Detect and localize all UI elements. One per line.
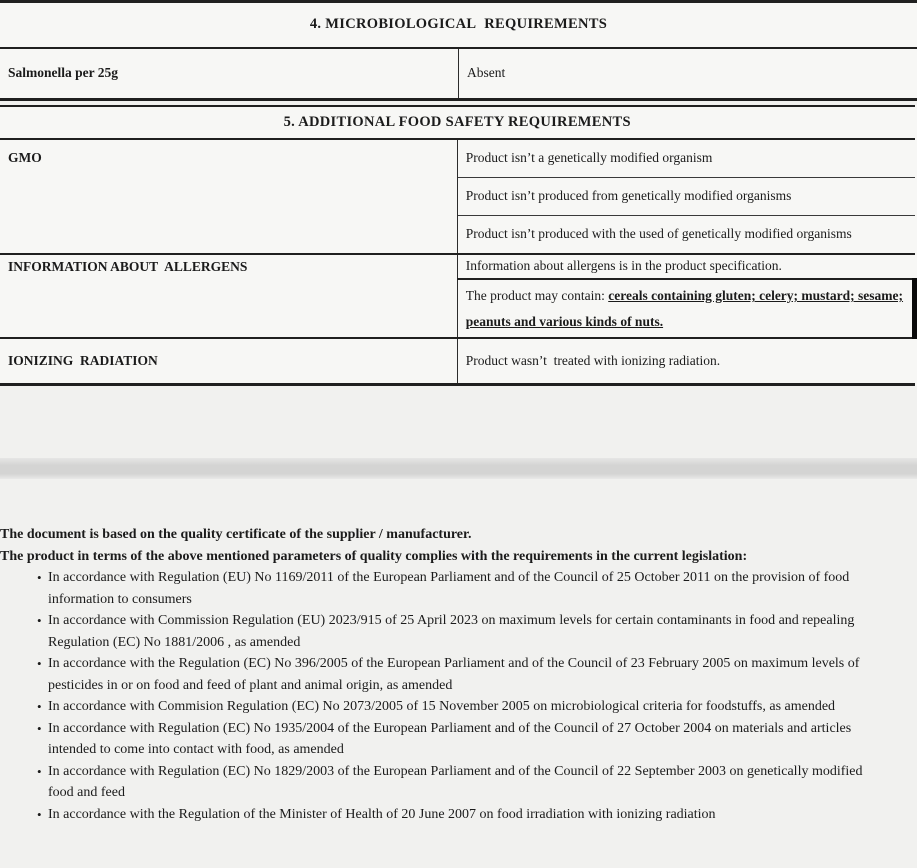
allergens-value-1: Information about allergens is in the product specification.	[457, 254, 914, 279]
gmo-value-3: Product isn’t produced with the used of genetically modified organisms	[457, 216, 914, 255]
legislation-intro-line: The product in terms of the above mentioned parameters of quality complies with the requirements in the current legislation:	[0, 548, 748, 564]
regulation-item: • In accordance with the Regulation of the Minister of Health of 20 June 2007 on food irradiation with ionizing radiation	[48, 804, 912, 826]
regulation-item: • In accordance with Regulation (EU) No 1169/2011 of the European Parliament and of the Council of 25 October 2011 on the provision of food information to consumers	[48, 567, 912, 610]
regulation-item: • In accordance with Regulation (EC) No 1935/2004 of the European Parliament and of the Council of 27 October 2004 on materials and articles intended to come into contact with food, as amended	[48, 718, 912, 761]
allergens-may-contain-list: cereals containing gluten; celery; mustard; sesame; peanuts and various kinds of nuts.	[465, 288, 904, 329]
ionizing-radiation-value: Product wasn’t treated with ionizing radiation.	[457, 338, 914, 385]
allergens-may-contain-prefix: The product may contain:	[465, 288, 609, 303]
regulation-item: • In accordance with Commission Regulation (EU) 2023/915 of 25 April 2023 on maximum levels for certain contaminants in food and repealing Regulation (EC) No 1881/2006 , as amended	[48, 610, 912, 653]
section-5-title: 5. ADDITIONAL FOOD SAFETY REQUIREMENTS	[0, 106, 915, 139]
gmo-value-2: Product isn’t produced from genetically modified organisms	[457, 178, 914, 216]
regulation-item: • In accordance with Regulation (EC) No 1829/2003 of the European Parliament and of the Council of 22 September 2003 on genetically modified food and feed	[48, 761, 912, 804]
microbiological-requirements-table	[0, 0, 917, 101]
regulation-item: • In accordance with the Regulation (EC) No 396/2005 of the European Parliament and of the Council of 23 February 2005 on maximum levels of pesticides in or on food and feed of plant and animal origin, as amended	[48, 653, 912, 696]
gmo-value-1: Product isn’t a genetically modified organism	[465, 150, 713, 166]
salmonella-label: Salmonella per 25g	[0, 48, 459, 100]
section-4-title: 4. MICROBIOLOGICAL REQUIREMENTS	[0, 2, 917, 49]
allergens-value-2	[457, 279, 914, 338]
gmo-label: GMO	[0, 139, 457, 254]
document-basis-line: The document is based on the quality certificate of the supplier / manufacturer.	[0, 527, 472, 542]
allergens-label: INFORMATION ABOUT ALLERGENS	[0, 254, 457, 338]
regulation-list	[0, 567, 912, 825]
ionizing-radiation-label: IONIZING RADIATION	[0, 338, 457, 385]
salmonella-value: Absent	[459, 48, 917, 100]
additional-food-safety-table	[0, 105, 917, 386]
page-break-divider	[0, 458, 917, 479]
compliance-statement	[0, 524, 912, 825]
regulation-item: • In accordance with Commision Regulation (EC) No 2073/2005 of 15 November 2005 on microbiological criteria for foodstuffs, as amended	[48, 696, 912, 718]
